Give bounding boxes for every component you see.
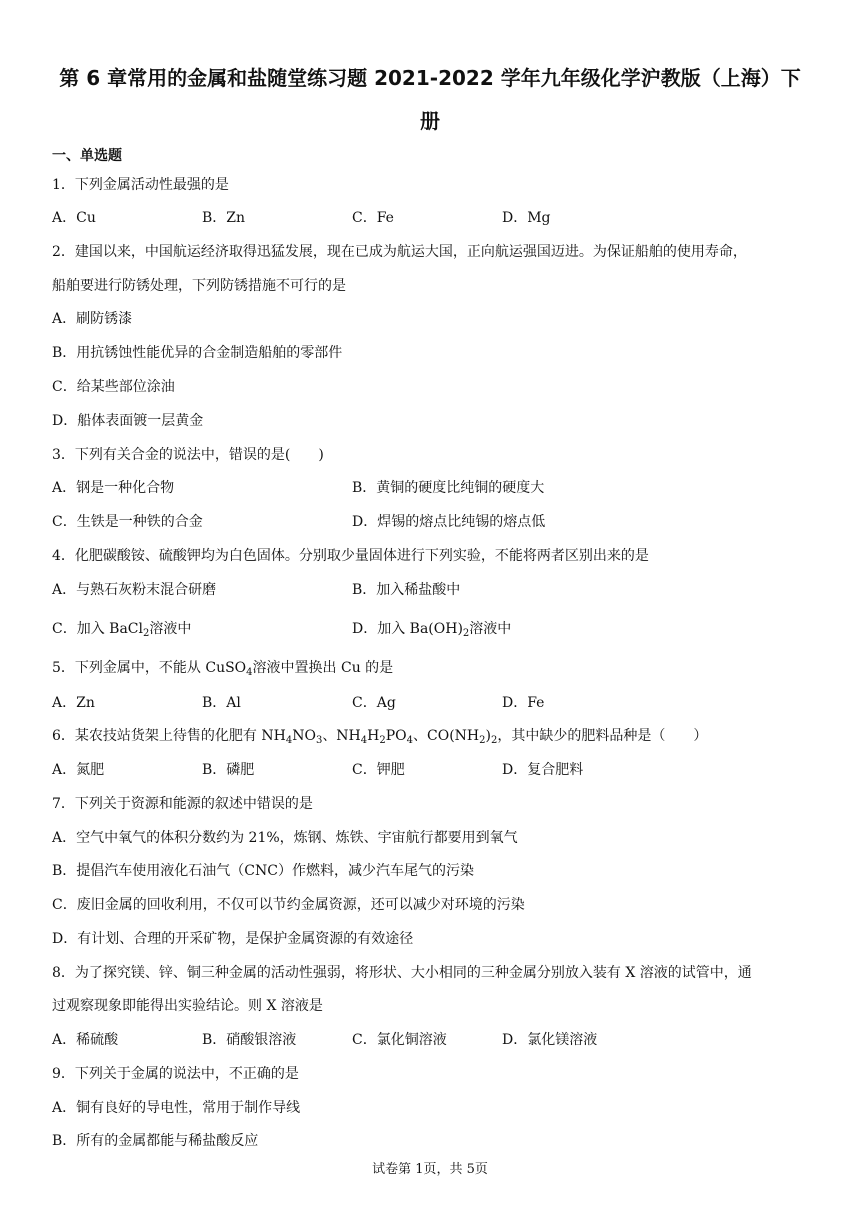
question-6-option-c: C．钾肥: [352, 762, 405, 778]
question-9-option-a: A．铜有良好的导电性，常用于制作导线: [52, 1100, 301, 1116]
question-8-option-d: D．氯化镁溶液: [502, 1032, 598, 1048]
question-9-stem: 9．下列关于金属的说法中，不正确的是: [52, 1066, 299, 1082]
question-5-option-b: B．Al: [202, 695, 241, 711]
question-6-option-b: B．磷肥: [202, 762, 255, 778]
question-2-option-c: C．给某些部位涂油: [52, 379, 175, 395]
question-6-option-d: D．复合肥料: [502, 762, 584, 778]
question-4-option-b: B．加入稀盐酸中: [352, 582, 461, 598]
question-8-stem-continued: 过观察现象即能得出实验结论。则 X 溶液是: [52, 998, 323, 1014]
question-1-option-d: D．Mg: [502, 210, 551, 226]
page-title-continued: 册: [420, 109, 440, 133]
question-7-option-c: C．废旧金属的回收利用，不仅可以节约金属资源，还可以减少对环境的污染: [52, 897, 525, 913]
question-5-stem: 5．下列金属中，不能从 CuSO$_4$溶液中置换出 Cu 的是: [52, 660, 394, 678]
question-7-option-b: B．提倡汽车使用液化石油气（CNC）作燃料，减少汽车尾气的污染: [52, 863, 474, 879]
question-4-option-c: C．加入 BaCl$_2$溶液中: [52, 621, 192, 639]
question-3-option-a: A．钢是一种化合物: [52, 480, 175, 496]
question-2-stem: 2．建国以来，中国航运经济取得迅猛发展，现在已成为航运大国，正向航运强国迈进。为保证船舶的使用寿命，: [52, 244, 747, 260]
question-7-option-d: D．有计划、合理的开采矿物，是保护金属资源的有效途径: [52, 931, 414, 947]
question-1-option-a: A．Cu: [52, 210, 96, 226]
question-2-option-d: D．船体表面镀一层黄金: [52, 413, 204, 429]
question-9-option-b: B．所有的金属都能与稀盐酸反应: [52, 1133, 259, 1149]
question-3-stem: 3．下列有关合金的说法中，错误的是( ): [52, 447, 324, 463]
section-heading: 一、单选题: [52, 148, 122, 164]
question-4-option-a: A．与熟石灰粉末混合研磨: [52, 582, 217, 598]
question-8-option-b: B．硝酸银溶液: [202, 1032, 297, 1048]
question-7-stem: 7．下列关于资源和能源的叙述中错误的是: [52, 796, 313, 812]
question-6-stem: 6．某农技站货架上待售的化肥有 $NH_4NO_3$、$NH_4H_2PO_4$、$CO(NH_2)_2$，其中缺少的肥料品种是（ ）: [52, 728, 708, 746]
page-title: 第 6 章常用的金属和盐随堂练习题 2021-2022 学年九年级化学沪教版（上海）下: [59, 66, 801, 90]
question-5-option-c: C．Ag: [352, 695, 396, 711]
question-5-option-d: D．Fe: [502, 695, 545, 711]
question-1-stem: 1．下列金属活动性最强的是: [52, 177, 229, 193]
question-5-option-a: A．Zn: [52, 695, 95, 711]
question-3-option-d: D．焊锡的熔点比纯锡的熔点低: [352, 514, 546, 530]
question-2-stem-continued: 船舶要进行防锈处理，下列防锈措施不可行的是: [52, 278, 346, 294]
question-2-option-a: A．刷防锈漆: [52, 311, 133, 327]
question-3-option-c: C．生铁是一种铁的合金: [52, 514, 203, 530]
question-1-option-c: C．Fe: [352, 210, 394, 226]
question-4-stem: 4．化肥碳酸铵、硫酸钾均为白色固体。分别取少量固体进行下列实验，不能将两者区别出来的是: [52, 548, 649, 564]
question-3-option-b: B．黄铜的硬度比纯铜的硬度大: [352, 480, 545, 496]
question-8-option-a: A．稀硫酸: [52, 1032, 119, 1048]
question-1-option-b: B．Zn: [202, 210, 246, 226]
question-8-option-c: C．氯化铜溶液: [352, 1032, 447, 1048]
question-2-option-b: B．用抗锈蚀性能优异的合金制造船舶的零部件: [52, 345, 343, 361]
page-footer: 试卷第 1页，共 5页: [372, 1162, 488, 1177]
question-7-option-a: A．空气中氧气的体积分数约为 21%，炼钢、炼铁、宇宙航行都要用到氧气: [52, 830, 518, 846]
question-4-option-d: D．加入 $Ba(OH)_2$溶液中: [352, 621, 512, 639]
question-6-option-a: A．氮肥: [52, 762, 105, 778]
question-8-stem: 8．为了探究镁、锌、铜三种金属的活动性强弱，将形状、大小相同的三种金属分别放入装有 X 溶液的试管中，通: [52, 965, 752, 981]
